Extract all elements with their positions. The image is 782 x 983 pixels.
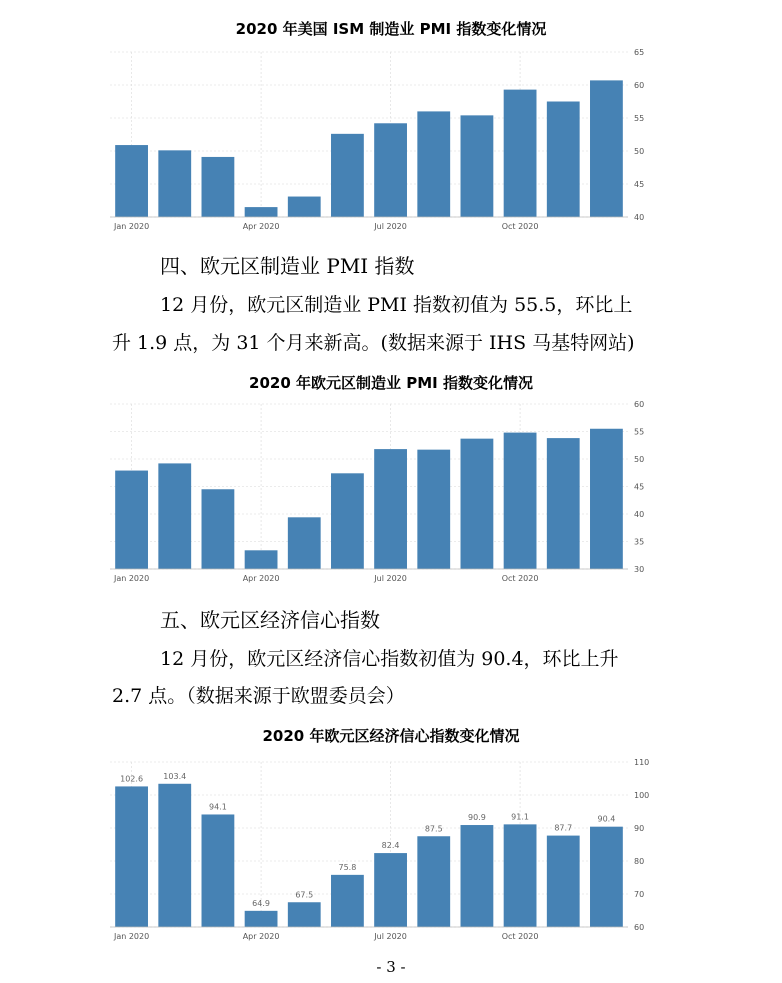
data-label: 90.4 (597, 814, 616, 824)
bar (504, 433, 537, 569)
bar (158, 463, 191, 569)
paragraph-eurozone-pmi-line1: 12 月份，欧元区制造业 PMI 指数初值为 55.5，环比上 (160, 294, 633, 316)
y-tick-label: 50 (634, 455, 645, 464)
bar (374, 123, 407, 217)
data-label: 87.5 (424, 824, 443, 834)
paragraph-eurozone-confidence-line1: 12 月份，欧元区经济信心指数初值为 90.4，环比上升 (160, 648, 619, 670)
chart-title-eurozone-pmi: 2020 年欧元区制造业 PMI 指数变化情况 (249, 374, 533, 392)
y-tick-label: 60 (634, 81, 645, 90)
data-label: 94.1 (209, 802, 227, 812)
y-tick-label: 30 (634, 565, 645, 574)
bar (590, 429, 623, 569)
bar (547, 836, 580, 927)
data-label: 67.5 (295, 890, 314, 900)
chart-svg (110, 758, 670, 942)
bar (245, 207, 278, 217)
bar (504, 90, 537, 217)
data-label: 82.4 (381, 841, 400, 851)
x-tick-label: Apr 2020 (242, 932, 280, 941)
y-tick-label: 45 (634, 482, 645, 492)
bar (115, 786, 148, 927)
bar (245, 911, 278, 927)
y-tick-label: 45 (634, 180, 645, 189)
bar (288, 517, 321, 569)
y-tick-label: 60 (634, 923, 645, 932)
x-tick-label: Apr 2020 (242, 574, 280, 583)
y-tick-label: 90 (634, 824, 645, 833)
data-label: 102.6 (120, 774, 144, 784)
chart-eurozone-pmi (110, 400, 670, 584)
data-label: 90.9 (468, 813, 486, 823)
x-tick-label: Oct 2020 (501, 574, 539, 583)
bar (331, 875, 364, 927)
bar (461, 115, 494, 217)
x-tick-label: Jul 2020 (374, 222, 407, 231)
bar (158, 150, 191, 217)
chart-us-ism-pmi (110, 48, 670, 232)
data-label: 87.7 (554, 823, 573, 833)
data-label: 75.8 (338, 862, 357, 872)
y-tick-label: 55 (634, 427, 645, 437)
data-label: 103.4 (163, 771, 187, 781)
bar (202, 157, 235, 217)
x-tick-label: Apr 2020 (242, 222, 280, 231)
bar (547, 438, 580, 569)
data-label: 64.9 (252, 898, 270, 908)
y-tick-label: 55 (634, 114, 645, 123)
chart-title-eurozone-confidence: 2020 年欧元区经济信心指数变化情况 (262, 727, 520, 745)
y-tick-label: 100 (634, 791, 650, 800)
bar (547, 102, 580, 218)
x-tick-label: Jul 2020 (374, 932, 407, 941)
section-heading-eurozone-confidence: 五、欧元区经济信心指数 (160, 608, 380, 632)
y-tick-label: 60 (634, 400, 645, 409)
y-tick-label: 50 (634, 147, 645, 156)
bar (374, 853, 407, 927)
bar (158, 784, 191, 927)
bar (590, 827, 623, 927)
bar (115, 471, 148, 569)
bar (590, 80, 623, 217)
bar (417, 450, 450, 569)
paragraph-eurozone-pmi-line2: 升 1.9 点，为 31 个月来新高。(数据来源于 IHS 马基特网站) (112, 332, 635, 354)
x-tick-label: Oct 2020 (501, 222, 539, 231)
bar (331, 473, 364, 569)
bar (417, 836, 450, 927)
chart-svg (110, 48, 670, 232)
section-heading-eurozone-pmi: 四、欧元区制造业 PMI 指数 (160, 254, 415, 278)
y-tick-label: 80 (634, 857, 645, 866)
data-label: 91.1 (511, 812, 529, 822)
bar (288, 197, 321, 217)
bar (417, 111, 450, 217)
bar (374, 449, 407, 569)
paragraph-eurozone-confidence-line2: 2.7 点。（数据来源于欧盟委员会） (112, 685, 405, 707)
x-tick-label: Jan 2020 (113, 574, 150, 583)
chart-title-us-ism: 2020 年美国 ISM 制造业 PMI 指数变化情况 (235, 20, 547, 38)
chart-svg (110, 400, 670, 584)
bar (288, 902, 321, 927)
x-tick-label: Jan 2020 (113, 932, 150, 941)
x-tick-label: Oct 2020 (501, 932, 539, 941)
y-tick-label: 40 (634, 510, 645, 519)
chart-eurozone-confidence (110, 758, 670, 942)
x-tick-label: Jan 2020 (113, 222, 150, 231)
y-tick-label: 70 (634, 890, 645, 899)
y-tick-label: 40 (634, 213, 645, 222)
bar (202, 489, 235, 569)
bar (245, 550, 278, 569)
bar (202, 814, 235, 927)
y-tick-label: 110 (634, 758, 650, 767)
bar (461, 825, 494, 927)
x-tick-label: Jul 2020 (374, 574, 407, 583)
y-tick-label: 35 (634, 537, 645, 547)
y-tick-label: 65 (634, 48, 645, 57)
bar (115, 145, 148, 217)
bar (504, 824, 537, 927)
bar (461, 439, 494, 569)
bar (331, 134, 364, 217)
page-number: - 3 - (376, 958, 406, 976)
